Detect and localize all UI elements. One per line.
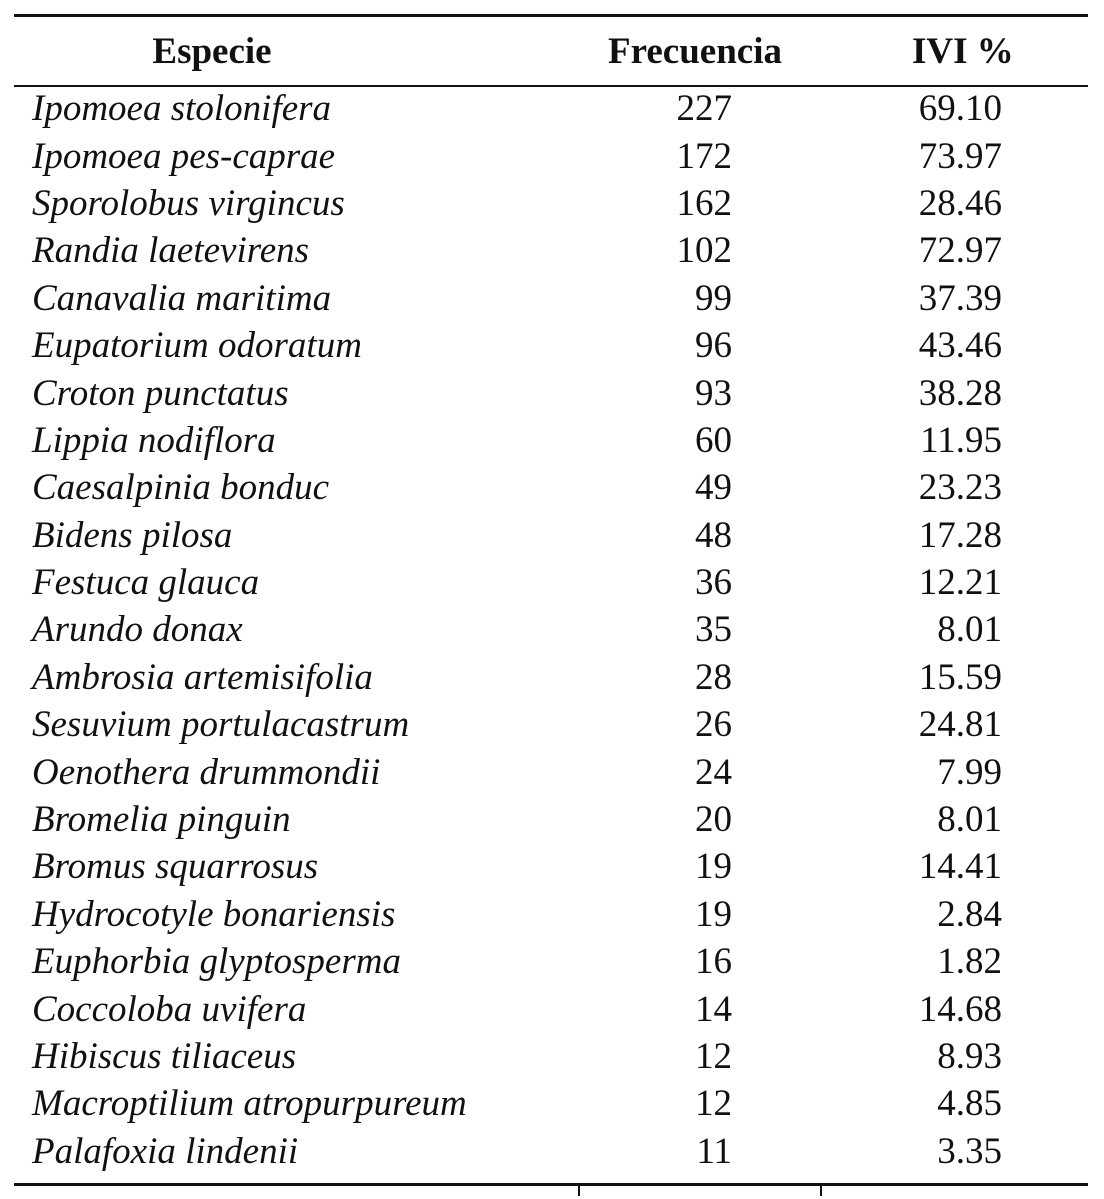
table-row: [14, 85, 1088, 132]
table-header: [14, 17, 1088, 85]
table-row: [14, 654, 1088, 701]
species-cell: Randia laetevirens: [32, 230, 310, 272]
table-row: [14, 322, 1088, 369]
species-cell: Eupatorium odoratum: [32, 325, 362, 367]
table-row: [14, 417, 1088, 464]
table-row: [14, 227, 1088, 274]
table-row: [14, 748, 1088, 795]
table-row: [14, 985, 1088, 1032]
table-row: [14, 701, 1088, 748]
ivi-cell: 43.46: [918, 325, 1002, 367]
frequency-cell: 24: [695, 751, 732, 793]
species-cell: Caesalpinia bonduc: [32, 467, 330, 509]
species-cell: Hydrocotyle bonariensis: [32, 893, 396, 935]
species-cell: Palafoxia lindenii: [32, 1130, 299, 1172]
table-row: [14, 180, 1088, 227]
frequency-cell: 96: [695, 325, 732, 367]
ivi-cell: 38.28: [918, 372, 1002, 414]
species-cell: Ipomoea pes-caprae: [32, 135, 336, 177]
frequency-cell: 172: [676, 135, 732, 177]
header-ivi: IVI %: [912, 30, 1014, 72]
frequency-cell: 162: [676, 182, 732, 224]
frequency-cell: 19: [695, 893, 732, 935]
table-row: [14, 796, 1088, 843]
ivi-cell: 12.21: [918, 562, 1002, 604]
frequency-cell: 99: [695, 277, 732, 319]
ivi-cell: 8.01: [937, 609, 1002, 651]
species-cell: Ambrosia artemisifolia: [32, 656, 373, 698]
species-cell: Macroptilium atropurpureum: [32, 1083, 467, 1125]
ivi-cell: 2.84: [937, 893, 1002, 935]
species-cell: Hibiscus tiliaceus: [32, 1036, 297, 1077]
table-row: [14, 512, 1088, 559]
frequency-cell: 49: [695, 467, 732, 509]
frequency-cell: 35: [695, 609, 732, 651]
frequency-cell: 48: [695, 514, 732, 556]
ivi-cell: 8.93: [937, 1036, 1002, 1077]
table-row: [14, 1033, 1088, 1080]
frequency-cell: 60: [695, 419, 732, 461]
species-cell: Croton punctatus: [32, 372, 289, 414]
frequency-cell: 16: [695, 941, 732, 983]
table-row: [14, 606, 1088, 653]
ivi-cell: 72.97: [918, 230, 1002, 272]
ivi-cell: 7.99: [937, 751, 1002, 793]
header-row: [14, 17, 1088, 85]
frequency-cell: 28: [695, 656, 732, 698]
frequency-cell: 20: [695, 799, 732, 841]
ivi-cell: 14.68: [918, 988, 1002, 1030]
ivi-cell: 4.85: [937, 1083, 1002, 1125]
ivi-cell: 8.01: [937, 799, 1002, 841]
ivi-cell: 28.46: [918, 182, 1002, 224]
species-cell: Coccoloba uvifera: [32, 988, 307, 1030]
table-bottom-rule: [14, 1183, 1088, 1186]
species-cell: Ipomoea stolonifera: [32, 88, 332, 130]
ivi-cell: 15.59: [918, 656, 1002, 698]
header-frequency: Frecuencia: [608, 30, 782, 72]
ivi-cell: 69.10: [918, 88, 1002, 130]
ivi-cell: 14.41: [918, 846, 1002, 888]
ivi-cell: 73.97: [918, 135, 1002, 177]
species-cell: Oenothera drummondii: [32, 751, 381, 793]
table-row: [14, 464, 1088, 511]
table-row: [14, 1128, 1088, 1175]
table-row: [14, 938, 1088, 985]
ivi-cell: 11.95: [920, 419, 1002, 461]
species-cell: Arundo donax: [32, 609, 243, 651]
frequency-cell: 102: [676, 230, 732, 272]
frequency-cell: 93: [695, 372, 732, 414]
species-cell: Euphorbia glyptosperma: [32, 941, 401, 983]
species-cell: Lippia nodiflora: [32, 419, 276, 461]
frequency-cell: 11: [696, 1130, 732, 1172]
species-cell: Festuca glauca: [32, 562, 260, 604]
ivi-cell: 37.39: [918, 277, 1002, 319]
table-row: [14, 132, 1088, 179]
species-cell: Canavalia maritima: [32, 277, 332, 319]
frequency-cell: 14: [695, 988, 732, 1030]
frequency-cell: 19: [695, 846, 732, 888]
frequency-cell: 12: [695, 1036, 732, 1077]
column-tick-mark: [820, 1186, 822, 1196]
column-tick-mark: [578, 1186, 580, 1196]
frequency-cell: 227: [676, 88, 732, 130]
table-row: [14, 843, 1088, 890]
table-row: [14, 1080, 1088, 1127]
species-cell: Bidens pilosa: [32, 514, 233, 556]
table-body: [14, 85, 1088, 1175]
species-table: [14, 17, 1088, 1175]
species-cell: Bromelia pinguin: [32, 799, 291, 841]
species-cell: Sporolobus virgincus: [32, 182, 345, 224]
ivi-cell: 17.28: [918, 514, 1002, 556]
table-row: [14, 891, 1088, 938]
header-species: Especie: [152, 30, 272, 72]
frequency-cell: 36: [695, 562, 732, 604]
frequency-cell: 12: [695, 1083, 732, 1125]
table-row: [14, 559, 1088, 606]
table-row: [14, 275, 1088, 322]
table-row: [14, 369, 1088, 416]
ivi-cell: 23.23: [918, 467, 1002, 509]
species-cell: Sesuvium portulacastrum: [32, 704, 410, 746]
ivi-cell: 3.35: [937, 1130, 1002, 1172]
species-cell: Bromus squarrosus: [32, 846, 319, 888]
frequency-cell: 26: [695, 704, 732, 746]
ivi-cell: 1.82: [937, 941, 1002, 983]
ivi-cell: 24.81: [918, 704, 1002, 746]
